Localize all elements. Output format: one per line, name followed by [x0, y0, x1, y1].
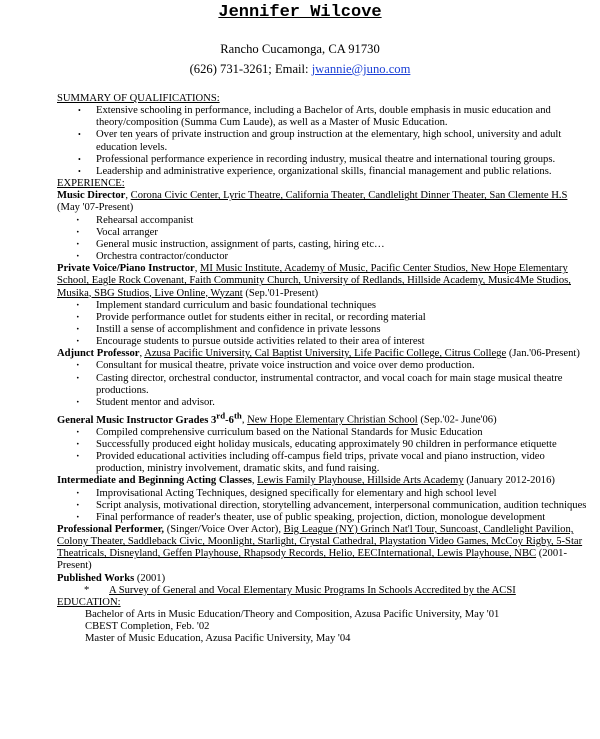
job-title: Professional Performer,: [57, 524, 165, 535]
list-item: · Encourage students to pursue outside activities related to their area of interest: [57, 336, 592, 348]
education-heading: EDUCATION:: [57, 596, 121, 608]
job-dates: (May '07-Present): [57, 202, 134, 214]
job-roles: (Singer/Voice Over Actor),: [164, 524, 284, 535]
job-places: Big League (NY) Grinch Nat'l Tour, Suncoast, Candlelight Pavilion, Colony Theater, Saddleback Civic, Moonlight, Starlight, Crystal Cathedral, Playstation Video Games, McCoy Rigby, 5-Star Theatricals, Disneyland, Geffen Playhouse, Rhapsody Records, Helio, EECInternational, Lewis Playhouse, NBC: [57, 524, 583, 560]
list-item: • Extensive schooling in performance, including a Bachelor of Arts, double emphasis in music education and theory/composition (Summa Cum Laude), as well as a Master of Music Education.: [57, 105, 592, 129]
star-bullet: *: [84, 584, 90, 596]
published-title: Published Works: [57, 572, 135, 584]
job-duties: [57, 427, 592, 476]
list-item: · Compiled comprehensive curriculum based on the National Standards for Music Education: [57, 427, 592, 439]
job-dates: (January 2012-2016): [463, 475, 555, 487]
job-header: General Music Instructor Grades 3rd-6th, New Hope Elementary Christian School (Sep.'02- June'06): [57, 410, 497, 426]
job-header: [57, 524, 592, 573]
list-item: Bachelor of Arts in Music Education/Theory and Composition, Azusa Pacific University, May '01: [85, 609, 500, 621]
list-item: · Instill a sense of accomplishment and confidence in private lessons: [57, 324, 592, 336]
job-duties: [57, 300, 592, 349]
job-title: Intermediate and Beginning Acting Classes: [57, 475, 252, 487]
job-places: Corona Civic Center, Lyric Theatre, California Theater, Candlelight Dinner Theater, San Clemente H.S: [130, 190, 568, 202]
job-places: MI Music Institute, Academy of Music, Pacific Center Studios, New Hope Elementary School, Eagle Rock Covenant, Faith Community Church, University of Redlands, Hillside Academy, Music4Me Studios, Musika, SBG Studios, Live Online, Wyzant: [57, 263, 571, 299]
email-link[interactable]: jwannie@juno.com: [311, 62, 411, 76]
job-dates: (2001-Present): [57, 548, 567, 572]
published-work: A Survey of General and Vocal Elementary Music Programs In Schools Accredited by the ACSI: [109, 584, 516, 596]
published-item: [57, 585, 592, 597]
experience-heading: EXPERIENCE:: [57, 178, 125, 190]
job-title: General Music Instructor Grades 3rd-6th: [57, 410, 242, 426]
job-places: Lewis Family Playhouse, Hillside Arts Academy: [257, 475, 464, 487]
job-places: Azusa Pacific University, Cal Baptist University, Life Pacific College, Citrus College: [144, 348, 507, 360]
job-title: Private Voice/Piano Instructor: [57, 263, 195, 275]
job-duties: [57, 488, 592, 524]
list-item: · Final performance of reader's theater, use of public speaking, projection, diction, monologue development: [57, 512, 592, 524]
job-duties: [57, 360, 592, 409]
list-item: CBEST Completion, Feb. '02: [85, 621, 210, 633]
list-item: · Script analysis, motivational direction, storytelling advancement, interpersonal communication, audition techniques: [57, 500, 592, 512]
job-header: Private Voice/Piano Instructor, MI Music Institute, Academy of Music, Pacific Center Studios, New Hope Elementary School, Eagle Rock Covenant, Faith Community Church, University of Redlands, Hillside Academy, Music4Me Studios, Musika, SBG Studios, Live Online, Wyzant (Sep.'01-Present): [57, 263, 571, 299]
job-header: Music Director, Corona Civic Center, Lyric Theatre, California Theater, Candlelight Dinner Theater, San Clemente H.S (May '07-Present): [57, 190, 568, 214]
list-item: · Improvisational Acting Techniques, designed specifically for elementary and high school level: [57, 488, 592, 500]
job-duties: [57, 215, 592, 264]
list-item: • Over ten years of private instruction and group instruction at the elementary, high school, university and adult education levels.: [57, 129, 592, 153]
job-header: Intermediate and Beginning Acting Classes, Lewis Family Playhouse, Hillside Arts Academy (January 2012-2016): [57, 475, 555, 487]
address: Rancho Cucamonga, CA 91730: [220, 42, 380, 56]
list-item: • Professional performance experience in recording industry, musical theatre and international touring groups.: [57, 154, 592, 166]
list-item: · Provided educational activities including off-campus field trips, private vocal and piano instruction, video production, ministry involvement, dramatic skits, and fund raising.: [57, 451, 592, 475]
contact-line: [0, 62, 600, 77]
job-dates: (Sep.'01-Present): [242, 287, 319, 299]
summary-heading: SUMMARY OF QUALIFICATIONS:: [57, 93, 220, 104]
resume-name: Jennifer Wilcove: [218, 3, 382, 22]
list-item: · Vocal arranger: [57, 227, 592, 239]
resume-body: [57, 93, 592, 646]
list-item: · Implement standard curriculum and basic foundational techniques: [57, 300, 592, 312]
list-item: · Casting director, orchestral conductor, instrumental contractor, and vocal coach for main stage musical theatre productions.: [57, 373, 592, 397]
published-dates: (2001): [134, 572, 166, 584]
education-list: [57, 609, 592, 645]
list-item: Master of Music Education, Azusa Pacific University, May '04: [85, 633, 351, 645]
phone-label: (626) 731-3261; Email:: [189, 62, 312, 76]
job-title: Adjunct Professor: [57, 348, 140, 360]
list-item: · Successfully produced eight holiday musicals, educating approximately 90 children in performance etiquette: [57, 439, 592, 451]
published-header: [57, 573, 592, 585]
job-header: Adjunct Professor, Azusa Pacific University, Cal Baptist University, Life Pacific College, Citrus College (Jan.'06-Present): [57, 348, 580, 360]
list-item: · Rehearsal accompanist: [57, 215, 592, 227]
list-item: · Orchestra contractor/conductor: [57, 251, 592, 263]
list-item: • Leadership and administrative experience, organizational skills, financial management and public relations.: [57, 166, 592, 178]
job-title: Music Director: [57, 190, 126, 202]
list-item: · Student mentor and advisor.: [57, 397, 592, 409]
job-dates: (Sep.'02- June'06): [417, 414, 497, 426]
list-item: · Provide performance outlet for students either in recital, or recording material: [57, 312, 592, 324]
job-dates: (Jan.'06-Present): [506, 348, 580, 360]
job-places: New Hope Elementary Christian School: [247, 414, 418, 426]
list-item: · Consultant for musical theatre, private voice instruction and voice over demo production.: [57, 360, 592, 372]
summary-list: [57, 105, 592, 178]
list-item: · General music instruction, assignment of parts, casting, hiring etc…: [57, 239, 592, 251]
